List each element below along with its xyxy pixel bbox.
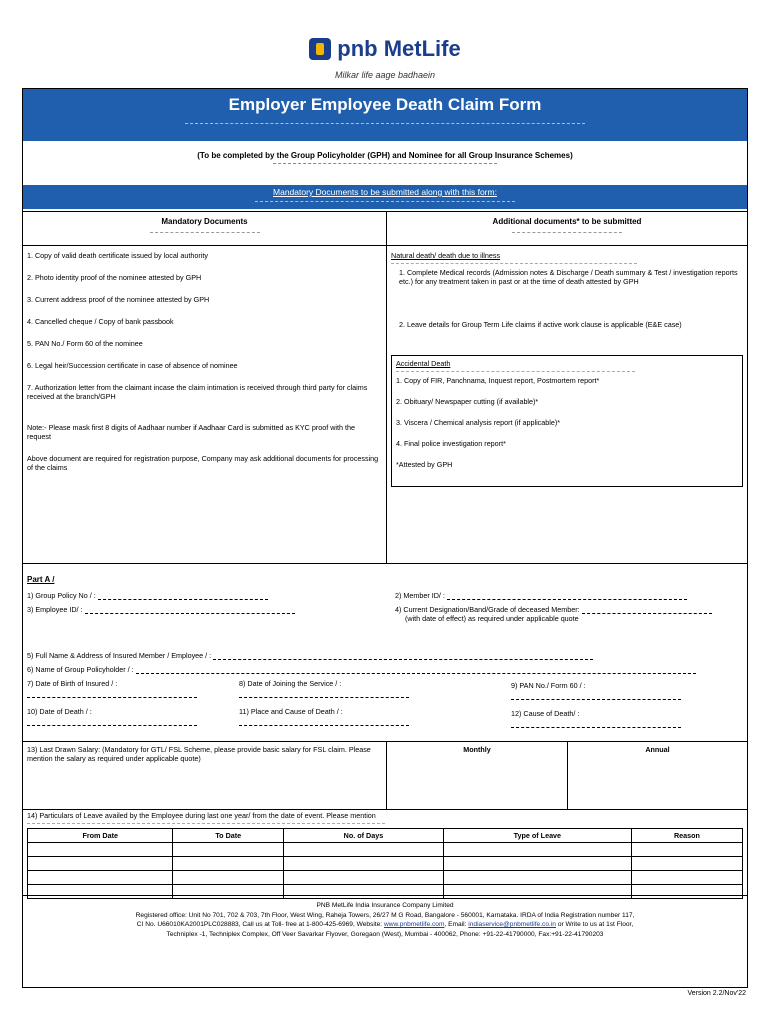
kannada-line bbox=[512, 232, 622, 233]
mandatory-docs-header bbox=[23, 217, 386, 233]
cause-label: 12) Cause of Death/ : bbox=[511, 709, 580, 718]
part-a-title: Part A / bbox=[27, 575, 55, 584]
dob-field[interactable] bbox=[27, 679, 237, 698]
cause-field[interactable] bbox=[511, 709, 745, 728]
website-link[interactable]: www.pnbmetlife.com bbox=[383, 921, 445, 929]
title-bar bbox=[23, 89, 747, 141]
place-cause-label: 11) Place and Cause of Death / : bbox=[239, 707, 343, 716]
mandatory-docs-list bbox=[27, 251, 379, 485]
leave-header-row-kannada bbox=[28, 843, 743, 857]
kannada-line bbox=[391, 263, 637, 264]
doc-item: 1. Copy of valid death certificate issued by local authority bbox=[27, 251, 208, 260]
salary-section bbox=[23, 741, 747, 809]
divider bbox=[23, 211, 747, 212]
additional-docs-label: Additional documents* to be submitted bbox=[492, 217, 642, 226]
subtitle-kannada-line bbox=[273, 163, 497, 164]
natural-death-item: 2. Leave details for Group Term Life claims if active work clause is applicable (E&E case) bbox=[399, 320, 682, 329]
dod-label: 10) Date of Death / : bbox=[27, 707, 92, 716]
accidental-item: 1. Copy of FIR, Panchnama, Inquest report, Postmortem report* bbox=[396, 376, 600, 385]
annual-header: Annual bbox=[645, 745, 670, 754]
doc-item: 7. Authorization letter from the claimant incase the claim intimation is received through third party for claims received at the branch/GPH bbox=[27, 383, 368, 401]
designation-field[interactable] bbox=[395, 605, 745, 624]
doc-item: 3. Current address proof of the nominee attested by GPH bbox=[27, 295, 210, 304]
policyholder-label: 6) Name of Group Policyholder / : bbox=[27, 665, 134, 674]
doj-field[interactable] bbox=[239, 679, 479, 698]
table-row[interactable] bbox=[28, 857, 743, 871]
attested-note: *Attested by GPH bbox=[396, 460, 453, 469]
group-policy-field[interactable] bbox=[27, 591, 387, 600]
form-title: Employer Employee Death Claim Form bbox=[228, 95, 542, 114]
doc-item: 5. PAN No./ Form 60 of the nominee bbox=[27, 339, 143, 348]
col-to-date: To Date bbox=[173, 829, 284, 843]
additional-docs-header bbox=[387, 217, 747, 233]
natural-death-item: 1. Complete Medical records (Admission notes & Discharge / Death summary & Test / investigation reports etc.) for any treatment taken in past or at the time of death attested by GPH bbox=[399, 268, 738, 286]
footer bbox=[23, 901, 747, 939]
group-policy-label: 1) Group Policy No / : bbox=[27, 591, 96, 600]
dob-label: 7) Date of Birth of Insured / : bbox=[27, 679, 118, 688]
footer-line2: CI No. U66010KA2001PLC028883, Call us at Toll- free at 1-800-425-6969, Website: www.pnbmetlife.com, Email: indiaservice@pnbmetlife.co.in or Write to us at 1st Floor, bbox=[136, 921, 634, 929]
banner-kannada-line bbox=[255, 201, 515, 202]
leave-table bbox=[27, 828, 743, 899]
leave-header-row bbox=[28, 829, 743, 843]
doj-label: 8) Date of Joining the Service / : bbox=[239, 679, 342, 688]
accidental-death-box bbox=[391, 355, 743, 487]
registration-note: Above document are required for registration purpose, Company may ask additional documents for processing of the claims bbox=[27, 454, 379, 472]
doc-item: 4. Cancelled cheque / Copy of bank passbook bbox=[27, 317, 174, 326]
additional-docs-list bbox=[391, 251, 743, 487]
col-type-of-leave: Type of Leave bbox=[443, 829, 631, 843]
col-reason: Reason bbox=[631, 829, 742, 843]
email-link[interactable]: indiaservice@pnbmetlife.co.in bbox=[468, 921, 556, 929]
footer-line1: Registered office: Unit No 701, 702 & 703, 7th Floor, West Wing, Raheja Towers, 26/27 M G Road, Bangalore - 560001, Karnataka. IRDA of India Registration number 117, bbox=[135, 911, 635, 919]
mandatory-banner bbox=[23, 185, 747, 209]
pan-label: 9) PAN No./ Form 60 / : bbox=[511, 681, 586, 690]
divider bbox=[23, 895, 747, 896]
employee-id-label: 3) Employee ID/ : bbox=[27, 605, 83, 614]
doc-item: 6. Legal heir/Succession certificate in case of absence of nominee bbox=[27, 361, 238, 370]
footer-line3: Techniplex -1, Techniplex Complex, Off Veer Savarkar Flyover, Goregaon (West), Mumbai - 400062, Phone: +91-22-41790000, Fax:+91-22-41790203 bbox=[166, 930, 604, 938]
kannada-line bbox=[150, 232, 260, 233]
divider bbox=[23, 563, 747, 564]
accidental-death-heading: Accidental Death bbox=[396, 359, 451, 368]
kannada-line bbox=[396, 371, 635, 372]
natural-death-heading: Natural death/ death due to illness bbox=[391, 251, 501, 260]
pnb-logo-icon bbox=[309, 38, 331, 60]
mandatory-banner-text: Mandatory Documents to be submitted along with this form: bbox=[273, 187, 497, 197]
divider bbox=[23, 809, 747, 810]
salary-text: 13) Last Drawn Salary: (Mandatory for GTL/ FSL Scheme, please provide basic salary for FSL claim. Please mention the salary as required under applicable quote) bbox=[27, 745, 371, 764]
place-cause-field[interactable] bbox=[239, 707, 499, 726]
form-subtitle: (To be completed by the Group Policyholder (GPH) and Nominee for all Group Insurance Schemes) bbox=[197, 151, 573, 160]
pan-field[interactable] bbox=[511, 681, 745, 700]
aadhaar-note: Note:- Please mask first 8 digits of Aadhaar number if Aadhaar Card is submitted as KYC proof with the request bbox=[27, 423, 355, 441]
divider bbox=[23, 245, 747, 246]
footer-company: PNB MetLife India Insurance Company Limited bbox=[316, 902, 454, 909]
policyholder-name-field[interactable] bbox=[27, 665, 745, 674]
dod-field[interactable] bbox=[27, 707, 237, 726]
member-id-field[interactable] bbox=[395, 591, 745, 600]
table-row[interactable] bbox=[28, 871, 743, 885]
designation-label: 4) Current Designation/Band/Grade of deceased Member: bbox=[395, 605, 580, 614]
brand-name: pnb MetLife bbox=[337, 36, 461, 61]
leave-section bbox=[27, 811, 743, 899]
col-from-date: From Date bbox=[28, 829, 173, 843]
member-id-label: 2) Member ID/ : bbox=[395, 591, 445, 600]
monthly-header: Monthly bbox=[463, 745, 491, 754]
employee-id-field[interactable] bbox=[27, 605, 387, 614]
designation-note: (with date of effect) as required under applicable quote bbox=[405, 614, 579, 624]
accidental-item: 3. Viscera / Chemical analysis report (if applicable)* bbox=[396, 418, 561, 427]
accidental-item: 4. Final police investigation report* bbox=[396, 439, 506, 448]
doc-item: 2. Photo identity proof of the nominee attested by GPH bbox=[27, 273, 202, 282]
version-label: Version 2.2/Nov'22 bbox=[687, 990, 746, 997]
form-page bbox=[22, 88, 748, 988]
col-no-of-days: No. of Days bbox=[284, 829, 444, 843]
monthly-input[interactable] bbox=[387, 775, 567, 805]
company-logo bbox=[0, 36, 770, 62]
annual-input[interactable] bbox=[568, 775, 747, 805]
kannada-line bbox=[27, 823, 385, 824]
table-row[interactable] bbox=[28, 885, 743, 899]
title-kannada-line bbox=[185, 123, 585, 136]
column-divider bbox=[386, 211, 387, 563]
accidental-item: 2. Obituary/ Newspaper cutting (if available)* bbox=[396, 397, 539, 406]
full-name-address-field[interactable] bbox=[27, 651, 745, 660]
mandatory-docs-label: Mandatory Documents bbox=[161, 217, 248, 226]
tagline: Milkar life aage badhaein bbox=[334, 70, 436, 80]
full-name-label: 5) Full Name & Address of Insured Member / Employee / : bbox=[27, 651, 212, 660]
leave-text: 14) Particulars of Leave availed by the Employee during last one year/ from the date of event. Please mention bbox=[27, 811, 376, 820]
